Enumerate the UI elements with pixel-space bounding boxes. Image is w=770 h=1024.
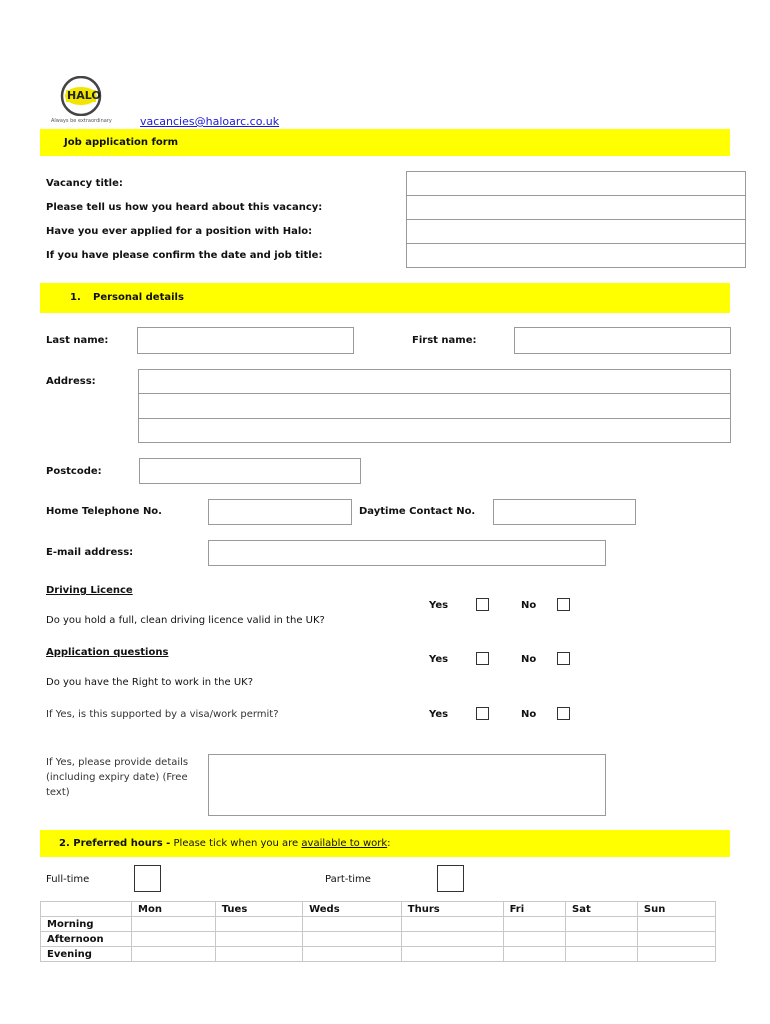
driving-licence-heading: Driving Licence <box>46 585 133 596</box>
application-questions-heading: Application questions <box>46 647 169 658</box>
postcode-label: Postcode: <box>46 466 102 477</box>
afternoon-sun-cell[interactable] <box>637 932 715 947</box>
hours-row-evening <box>41 947 716 962</box>
driving-no-checkbox[interactable] <box>557 598 570 611</box>
address-line-1-field[interactable] <box>138 369 731 394</box>
morning-sat-cell[interactable] <box>566 917 638 932</box>
first-name-field[interactable] <box>514 327 731 354</box>
visa-no-checkbox[interactable] <box>557 707 570 720</box>
afternoon-thurs-cell[interactable] <box>401 932 503 947</box>
day-header-fri: Fri <box>503 902 565 917</box>
driving-no-label: No <box>521 600 537 611</box>
right-to-work-question: Do you have the Right to work in the UK? <box>46 677 254 688</box>
part-time-checkbox[interactable] <box>437 865 464 892</box>
right-to-work-no-checkbox[interactable] <box>557 652 570 665</box>
hours-heading-bold: 2. Preferred hours - <box>59 838 171 849</box>
hours-heading-plain: Please tick when you are <box>170 838 302 849</box>
right-to-work-no-label: No <box>521 654 537 665</box>
last-name-field[interactable] <box>137 327 354 354</box>
personal-heading-text: Personal details <box>93 292 184 303</box>
hours-header-row <box>41 902 716 917</box>
morning-weds-cell[interactable] <box>303 917 402 932</box>
vacancies-email-link[interactable]: vacancies@haloarc.co.uk <box>140 115 280 128</box>
day-header-weds: Weds <box>303 902 402 917</box>
right-to-work-yes-label: Yes <box>429 654 449 665</box>
vacancy-title-field[interactable] <box>406 171 746 196</box>
heard-field[interactable] <box>406 195 746 220</box>
visa-details-textarea[interactable] <box>208 754 606 816</box>
email-label: E-mail address: <box>46 547 134 558</box>
driving-question: Do you hold a full, clean driving licence valid in the UK? <box>46 615 325 626</box>
day-header-mon: Mon <box>132 902 216 917</box>
last-name-label: Last name: <box>46 335 109 346</box>
morning-mon-cell[interactable] <box>132 917 216 932</box>
visa-question: If Yes, is this supported by a visa/work permit? <box>46 709 279 720</box>
visa-no-label: No <box>521 709 537 720</box>
form-title-band <box>40 129 730 156</box>
visa-yes-checkbox[interactable] <box>476 707 489 720</box>
part-time-label: Part-time <box>325 874 371 885</box>
heard-label: Please tell us how you heard about this vacancy: <box>46 202 323 213</box>
logo-text: HALO <box>67 89 101 102</box>
email-field[interactable] <box>208 540 606 566</box>
afternoon-mon-cell[interactable] <box>132 932 216 947</box>
applied-label: Have you ever applied for a position with Halo: <box>46 226 313 237</box>
row-label-morning: Morning <box>41 917 132 932</box>
daytime-contact-field[interactable] <box>493 499 636 525</box>
logo-tagline: Always be extraordinary <box>51 118 112 124</box>
evening-sat-cell[interactable] <box>566 947 638 962</box>
full-time-checkbox[interactable] <box>134 865 161 892</box>
address-line-3-field[interactable] <box>138 418 731 443</box>
home-telephone-label: Home Telephone No. <box>46 506 162 517</box>
evening-tues-cell[interactable] <box>215 947 302 962</box>
driving-yes-checkbox[interactable] <box>476 598 489 611</box>
afternoon-fri-cell[interactable] <box>503 932 565 947</box>
afternoon-weds-cell[interactable] <box>303 932 402 947</box>
first-name-label: First name: <box>412 335 477 346</box>
confirm-label: If you have please confirm the date and job title: <box>46 250 323 261</box>
hours-heading <box>59 838 391 849</box>
row-label-evening: Evening <box>41 947 132 962</box>
evening-thurs-cell[interactable] <box>401 947 503 962</box>
evening-sun-cell[interactable] <box>637 947 715 962</box>
halo-logo <box>58 76 104 116</box>
full-time-label: Full-time <box>46 874 90 885</box>
morning-sun-cell[interactable] <box>637 917 715 932</box>
personal-heading-number: 1. <box>70 292 81 303</box>
morning-tues-cell[interactable] <box>215 917 302 932</box>
afternoon-tues-cell[interactable] <box>215 932 302 947</box>
address-label: Address: <box>46 376 96 387</box>
visa-details-label-line1: If Yes, please provide details <box>46 757 189 768</box>
hours-row-afternoon <box>41 932 716 947</box>
postcode-field[interactable] <box>139 458 361 484</box>
day-header-sun: Sun <box>637 902 715 917</box>
evening-fri-cell[interactable] <box>503 947 565 962</box>
morning-fri-cell[interactable] <box>503 917 565 932</box>
visa-yes-label: Yes <box>429 709 449 720</box>
preferred-hours-band <box>40 830 730 857</box>
home-telephone-field[interactable] <box>208 499 352 525</box>
visa-details-label-line3: text) <box>46 787 70 798</box>
evening-weds-cell[interactable] <box>303 947 402 962</box>
day-header-tues: Tues <box>215 902 302 917</box>
visa-details-label-line2: (including expiry date) (Free <box>46 772 188 783</box>
confirm-field[interactable] <box>406 243 746 268</box>
hours-corner-cell <box>41 902 132 917</box>
hours-table <box>40 901 716 962</box>
personal-details-band <box>40 283 730 313</box>
hours-heading-end: : <box>387 838 391 849</box>
day-header-sat: Sat <box>566 902 638 917</box>
right-to-work-yes-checkbox[interactable] <box>476 652 489 665</box>
day-header-thurs: Thurs <box>401 902 503 917</box>
vacancy-title-label: Vacancy title: <box>46 178 123 189</box>
evening-mon-cell[interactable] <box>132 947 216 962</box>
row-label-afternoon: Afternoon <box>41 932 132 947</box>
hours-heading-underline: available to work <box>301 838 388 849</box>
driving-yes-label: Yes <box>429 600 449 611</box>
hours-row-morning <box>41 917 716 932</box>
form-title: Job application form <box>64 137 179 148</box>
address-line-2-field[interactable] <box>138 393 731 419</box>
daytime-contact-label: Daytime Contact No. <box>359 506 476 517</box>
morning-thurs-cell[interactable] <box>401 917 503 932</box>
applied-field[interactable] <box>406 219 746 244</box>
afternoon-sat-cell[interactable] <box>566 932 638 947</box>
